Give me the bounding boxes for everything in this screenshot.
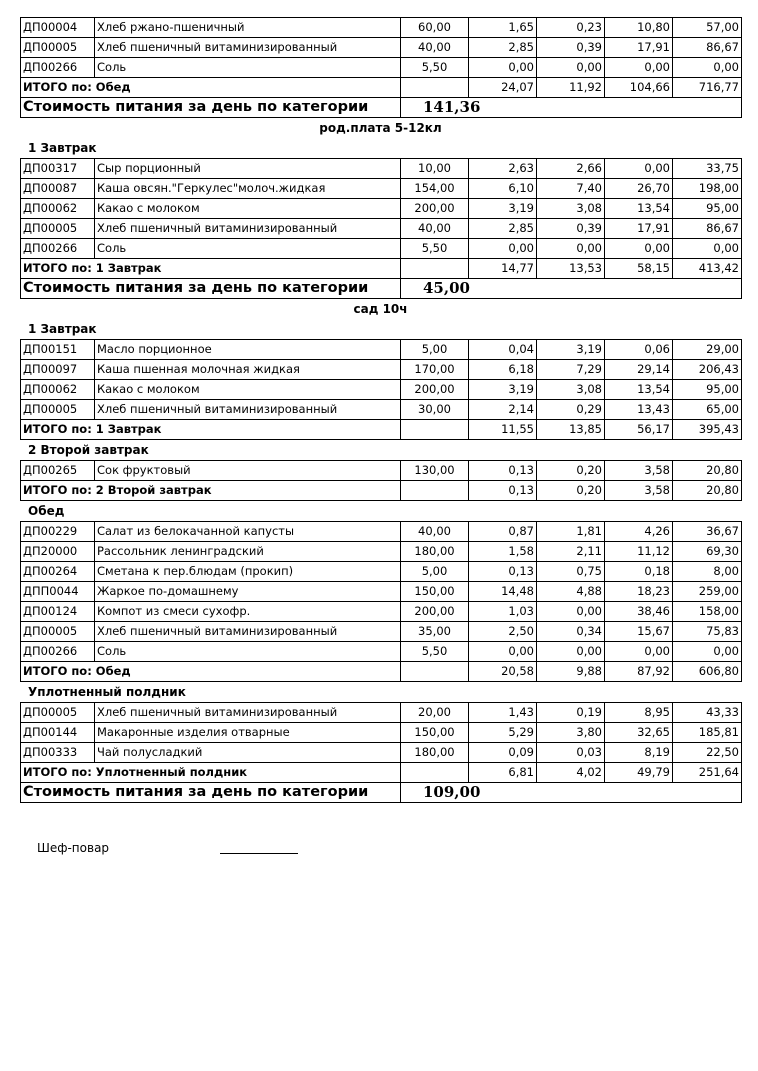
item-value-3: 26,70 xyxy=(605,179,673,199)
total-quantity-empty xyxy=(401,481,469,501)
total-value-2: 11,92 xyxy=(537,78,605,98)
category-cost-row xyxy=(21,98,742,118)
category-cost-label: Стоимость питания за день по категории xyxy=(21,279,401,299)
item-code: ДП00005 xyxy=(21,400,95,420)
item-value-3: 38,46 xyxy=(605,602,673,622)
item-name: Хлеб пшеничный витаминизированный xyxy=(95,622,401,642)
table-row xyxy=(21,642,742,662)
item-quantity: 130,00 xyxy=(401,461,469,481)
item-value-3: 4,26 xyxy=(605,522,673,542)
table-row xyxy=(21,622,742,642)
menu-table xyxy=(20,158,742,299)
category-cost-row xyxy=(21,279,742,299)
item-value-4: 0,00 xyxy=(673,58,742,78)
table-row xyxy=(21,400,742,420)
total-value-3: 58,15 xyxy=(605,259,673,279)
item-code: ДП00266 xyxy=(21,239,95,259)
item-value-2: 3,08 xyxy=(537,380,605,400)
item-name: Салат из белокачанной капусты xyxy=(95,522,401,542)
item-value-3: 17,91 xyxy=(605,38,673,58)
item-quantity: 40,00 xyxy=(401,522,469,542)
item-code: ДП00124 xyxy=(21,602,95,622)
item-code: ДП00087 xyxy=(21,179,95,199)
item-value-2: 0,00 xyxy=(537,58,605,78)
item-value-2: 0,00 xyxy=(537,642,605,662)
item-value-2: 1,81 xyxy=(537,522,605,542)
category-title: род.плата 5-12кл xyxy=(319,121,442,135)
item-value-2: 0,39 xyxy=(537,38,605,58)
item-value-2: 0,29 xyxy=(537,400,605,420)
meal-title: Обед xyxy=(28,504,65,518)
total-row xyxy=(21,259,742,279)
item-value-2: 0,03 xyxy=(537,743,605,763)
item-quantity: 200,00 xyxy=(401,380,469,400)
item-value-2: 4,88 xyxy=(537,582,605,602)
total-quantity-empty xyxy=(401,763,469,783)
item-value-1: 0,13 xyxy=(469,461,537,481)
item-quantity: 200,00 xyxy=(401,199,469,219)
total-value-2: 9,88 xyxy=(537,662,605,682)
item-value-3: 0,00 xyxy=(605,642,673,662)
item-value-1: 0,04 xyxy=(469,340,537,360)
item-value-2: 7,29 xyxy=(537,360,605,380)
item-code: ДП00266 xyxy=(21,642,95,662)
item-value-1: 14,48 xyxy=(469,582,537,602)
table-row xyxy=(21,542,742,562)
total-value-3: 104,66 xyxy=(605,78,673,98)
total-row xyxy=(21,662,742,682)
table-row xyxy=(21,703,742,723)
item-quantity: 170,00 xyxy=(401,360,469,380)
table-row xyxy=(21,58,742,78)
item-value-1: 0,13 xyxy=(469,562,537,582)
total-label: ИТОГО по: Уплотненный полдник xyxy=(21,763,401,783)
item-quantity: 40,00 xyxy=(401,219,469,239)
table-row xyxy=(21,219,742,239)
total-value-1: 20,58 xyxy=(469,662,537,682)
item-value-4: 0,00 xyxy=(673,239,742,259)
item-quantity: 180,00 xyxy=(401,542,469,562)
category-cost-value: 109,00 xyxy=(401,783,742,803)
item-name: Хлеб ржано-пшеничный xyxy=(95,18,401,38)
item-value-2: 0,00 xyxy=(537,239,605,259)
item-value-3: 17,91 xyxy=(605,219,673,239)
item-code: ДП00005 xyxy=(21,38,95,58)
item-value-4: 86,67 xyxy=(673,38,742,58)
total-value-4: 716,77 xyxy=(673,78,742,98)
item-name: Хлеб пшеничный витаминизированный xyxy=(95,703,401,723)
item-name: Чай полусладкий xyxy=(95,743,401,763)
meal-title: 1 Завтрак xyxy=(28,322,97,336)
item-value-3: 0,00 xyxy=(605,58,673,78)
item-name: Макаронные изделия отварные xyxy=(95,723,401,743)
item-value-4: 29,00 xyxy=(673,340,742,360)
item-code: ДПП0044 xyxy=(21,582,95,602)
total-value-1: 11,55 xyxy=(469,420,537,440)
item-value-4: 36,67 xyxy=(673,522,742,542)
total-row xyxy=(21,420,742,440)
item-value-2: 0,20 xyxy=(537,461,605,481)
total-value-4: 395,43 xyxy=(673,420,742,440)
total-value-2: 13,53 xyxy=(537,259,605,279)
item-code: ДП00005 xyxy=(21,622,95,642)
item-quantity: 200,00 xyxy=(401,602,469,622)
item-value-4: 95,00 xyxy=(673,199,742,219)
item-value-4: 43,33 xyxy=(673,703,742,723)
item-value-1: 6,18 xyxy=(469,360,537,380)
item-value-4: 20,80 xyxy=(673,461,742,481)
total-quantity-empty xyxy=(401,420,469,440)
item-value-4: 185,81 xyxy=(673,723,742,743)
item-value-2: 0,00 xyxy=(537,602,605,622)
item-value-1: 1,58 xyxy=(469,542,537,562)
total-quantity-empty xyxy=(401,662,469,682)
item-value-4: 75,83 xyxy=(673,622,742,642)
item-code: ДП00005 xyxy=(21,703,95,723)
item-code: ДП00333 xyxy=(21,743,95,763)
item-value-1: 6,10 xyxy=(469,179,537,199)
menu-table xyxy=(20,339,742,440)
total-quantity-empty xyxy=(401,78,469,98)
item-quantity: 5,50 xyxy=(401,239,469,259)
total-value-4: 413,42 xyxy=(673,259,742,279)
total-label: ИТОГО по: Обед xyxy=(21,662,401,682)
item-value-2: 3,80 xyxy=(537,723,605,743)
item-value-1: 0,09 xyxy=(469,743,537,763)
item-value-4: 8,00 xyxy=(673,562,742,582)
table-row xyxy=(21,461,742,481)
item-value-2: 2,66 xyxy=(537,159,605,179)
item-value-3: 8,95 xyxy=(605,703,673,723)
category-title: сад 10ч xyxy=(353,302,408,316)
table-row xyxy=(21,360,742,380)
item-value-2: 0,75 xyxy=(537,562,605,582)
item-code: ДП00097 xyxy=(21,360,95,380)
category-cost-value: 45,00 xyxy=(401,279,742,299)
item-code: ДП00062 xyxy=(21,199,95,219)
item-value-3: 32,65 xyxy=(605,723,673,743)
item-value-4: 65,00 xyxy=(673,400,742,420)
item-quantity: 150,00 xyxy=(401,582,469,602)
item-code: ДП00229 xyxy=(21,522,95,542)
item-name: Масло порционное xyxy=(95,340,401,360)
meal-title: 2 Второй завтрак xyxy=(28,443,149,457)
item-value-3: 13,43 xyxy=(605,400,673,420)
item-name: Соль xyxy=(95,642,401,662)
item-value-4: 57,00 xyxy=(673,18,742,38)
item-name: Хлеб пшеничный витаминизированный xyxy=(95,38,401,58)
item-code: ДП20000 xyxy=(21,542,95,562)
item-code: ДП00151 xyxy=(21,340,95,360)
item-code: ДП00144 xyxy=(21,723,95,743)
item-value-3: 10,80 xyxy=(605,18,673,38)
item-value-1: 2,85 xyxy=(469,219,537,239)
meal-title: Уплотненный полдник xyxy=(28,685,186,699)
item-value-3: 29,14 xyxy=(605,360,673,380)
menu-report xyxy=(20,17,741,803)
total-label: ИТОГО по: 2 Второй завтрак xyxy=(21,481,401,501)
chef-signature-label: Шеф-повар xyxy=(37,841,110,855)
item-value-2: 0,23 xyxy=(537,18,605,38)
total-value-4: 251,64 xyxy=(673,763,742,783)
item-value-4: 158,00 xyxy=(673,602,742,622)
total-label: ИТОГО по: Обед xyxy=(21,78,401,98)
item-quantity: 5,00 xyxy=(401,562,469,582)
category-cost-label: Стоимость питания за день по категории xyxy=(21,98,401,118)
item-value-1: 0,00 xyxy=(469,642,537,662)
total-row xyxy=(21,763,742,783)
meal-title: 1 Завтрак xyxy=(28,141,97,155)
item-name: Хлеб пшеничный витаминизированный xyxy=(95,400,401,420)
item-quantity: 20,00 xyxy=(401,703,469,723)
item-value-3: 11,12 xyxy=(605,542,673,562)
total-value-1: 14,77 xyxy=(469,259,537,279)
item-value-3: 8,19 xyxy=(605,743,673,763)
item-code: ДП00004 xyxy=(21,18,95,38)
item-name: Рассольник ленинградский xyxy=(95,542,401,562)
item-value-4: 95,00 xyxy=(673,380,742,400)
item-value-3: 18,23 xyxy=(605,582,673,602)
total-value-4: 20,80 xyxy=(673,481,742,501)
item-name: Какао с молоком xyxy=(95,199,401,219)
total-value-3: 49,79 xyxy=(605,763,673,783)
item-value-2: 7,40 xyxy=(537,179,605,199)
item-quantity: 150,00 xyxy=(401,723,469,743)
menu-table xyxy=(20,702,742,803)
item-value-3: 13,54 xyxy=(605,380,673,400)
table-row xyxy=(21,562,742,582)
category-cost-label: Стоимость питания за день по категории xyxy=(21,783,401,803)
total-row xyxy=(21,481,742,501)
item-quantity: 35,00 xyxy=(401,622,469,642)
item-value-3: 0,00 xyxy=(605,159,673,179)
item-value-1: 1,03 xyxy=(469,602,537,622)
total-value-1: 6,81 xyxy=(469,763,537,783)
item-name: Соль xyxy=(95,239,401,259)
total-value-1: 24,07 xyxy=(469,78,537,98)
item-code: ДП00265 xyxy=(21,461,95,481)
item-quantity: 5,00 xyxy=(401,340,469,360)
item-value-1: 5,29 xyxy=(469,723,537,743)
item-value-3: 0,06 xyxy=(605,340,673,360)
item-value-2: 0,39 xyxy=(537,219,605,239)
item-value-4: 86,67 xyxy=(673,219,742,239)
category-cost-value: 141,36 xyxy=(401,98,742,118)
total-value-2: 13,85 xyxy=(537,420,605,440)
total-value-3: 56,17 xyxy=(605,420,673,440)
table-row xyxy=(21,239,742,259)
item-name: Соль xyxy=(95,58,401,78)
menu-table xyxy=(20,521,742,682)
item-quantity: 40,00 xyxy=(401,38,469,58)
item-quantity: 10,00 xyxy=(401,159,469,179)
item-name: Каша овсян."Геркулес"молоч.жидкая xyxy=(95,179,401,199)
item-value-1: 3,19 xyxy=(469,380,537,400)
item-quantity: 180,00 xyxy=(401,743,469,763)
table-row xyxy=(21,380,742,400)
item-quantity: 5,50 xyxy=(401,58,469,78)
table-row xyxy=(21,582,742,602)
item-name: Сыр порционный xyxy=(95,159,401,179)
item-value-3: 15,67 xyxy=(605,622,673,642)
item-name: Сок фруктовый xyxy=(95,461,401,481)
item-name: Жаркое по-домашнему xyxy=(95,582,401,602)
total-value-3: 87,92 xyxy=(605,662,673,682)
total-value-4: 606,80 xyxy=(673,662,742,682)
item-name: Компот из смеси сухофр. xyxy=(95,602,401,622)
item-value-1: 1,65 xyxy=(469,18,537,38)
item-value-1: 0,87 xyxy=(469,522,537,542)
item-value-3: 0,00 xyxy=(605,239,673,259)
item-name: Хлеб пшеничный витаминизированный xyxy=(95,219,401,239)
item-value-2: 3,08 xyxy=(537,199,605,219)
table-row xyxy=(21,38,742,58)
item-code: ДП00062 xyxy=(21,380,95,400)
table-row xyxy=(21,602,742,622)
item-value-3: 13,54 xyxy=(605,199,673,219)
item-value-4: 69,30 xyxy=(673,542,742,562)
item-value-3: 3,58 xyxy=(605,461,673,481)
item-value-2: 2,11 xyxy=(537,542,605,562)
table-row xyxy=(21,18,742,38)
table-row xyxy=(21,723,742,743)
item-value-1: 1,43 xyxy=(469,703,537,723)
item-quantity: 154,00 xyxy=(401,179,469,199)
item-value-4: 198,00 xyxy=(673,179,742,199)
item-value-3: 0,18 xyxy=(605,562,673,582)
item-value-4: 0,00 xyxy=(673,642,742,662)
total-value-2: 0,20 xyxy=(537,481,605,501)
item-value-4: 22,50 xyxy=(673,743,742,763)
item-value-1: 0,00 xyxy=(469,58,537,78)
table-row xyxy=(21,743,742,763)
item-code: ДП00317 xyxy=(21,159,95,179)
total-quantity-empty xyxy=(401,259,469,279)
item-value-4: 206,43 xyxy=(673,360,742,380)
item-quantity: 60,00 xyxy=(401,18,469,38)
item-name: Какао с молоком xyxy=(95,380,401,400)
item-value-1: 0,00 xyxy=(469,239,537,259)
table-row xyxy=(21,340,742,360)
table-row xyxy=(21,199,742,219)
total-row xyxy=(21,78,742,98)
menu-table xyxy=(20,460,742,501)
item-value-4: 33,75 xyxy=(673,159,742,179)
item-name: Сметана к пер.блюдам (прокип) xyxy=(95,562,401,582)
item-value-1: 2,85 xyxy=(469,38,537,58)
item-value-1: 3,19 xyxy=(469,199,537,219)
item-code: ДП00264 xyxy=(21,562,95,582)
item-value-4: 259,00 xyxy=(673,582,742,602)
item-value-1: 2,63 xyxy=(469,159,537,179)
total-value-1: 0,13 xyxy=(469,481,537,501)
item-name: Каша пшенная молочная жидкая xyxy=(95,360,401,380)
item-value-2: 3,19 xyxy=(537,340,605,360)
item-value-2: 0,19 xyxy=(537,703,605,723)
item-quantity: 5,50 xyxy=(401,642,469,662)
item-value-2: 0,34 xyxy=(537,622,605,642)
item-value-1: 2,50 xyxy=(469,622,537,642)
item-code: ДП00266 xyxy=(21,58,95,78)
total-label: ИТОГО по: 1 Завтрак xyxy=(21,259,401,279)
signature-line xyxy=(220,853,298,854)
item-code: ДП00005 xyxy=(21,219,95,239)
table-row xyxy=(21,179,742,199)
total-value-3: 3,58 xyxy=(605,481,673,501)
total-label: ИТОГО по: 1 Завтрак xyxy=(21,420,401,440)
total-value-2: 4,02 xyxy=(537,763,605,783)
table-row xyxy=(21,522,742,542)
table-row xyxy=(21,159,742,179)
item-value-1: 2,14 xyxy=(469,400,537,420)
item-quantity: 30,00 xyxy=(401,400,469,420)
menu-table xyxy=(20,17,742,118)
category-cost-row xyxy=(21,783,742,803)
